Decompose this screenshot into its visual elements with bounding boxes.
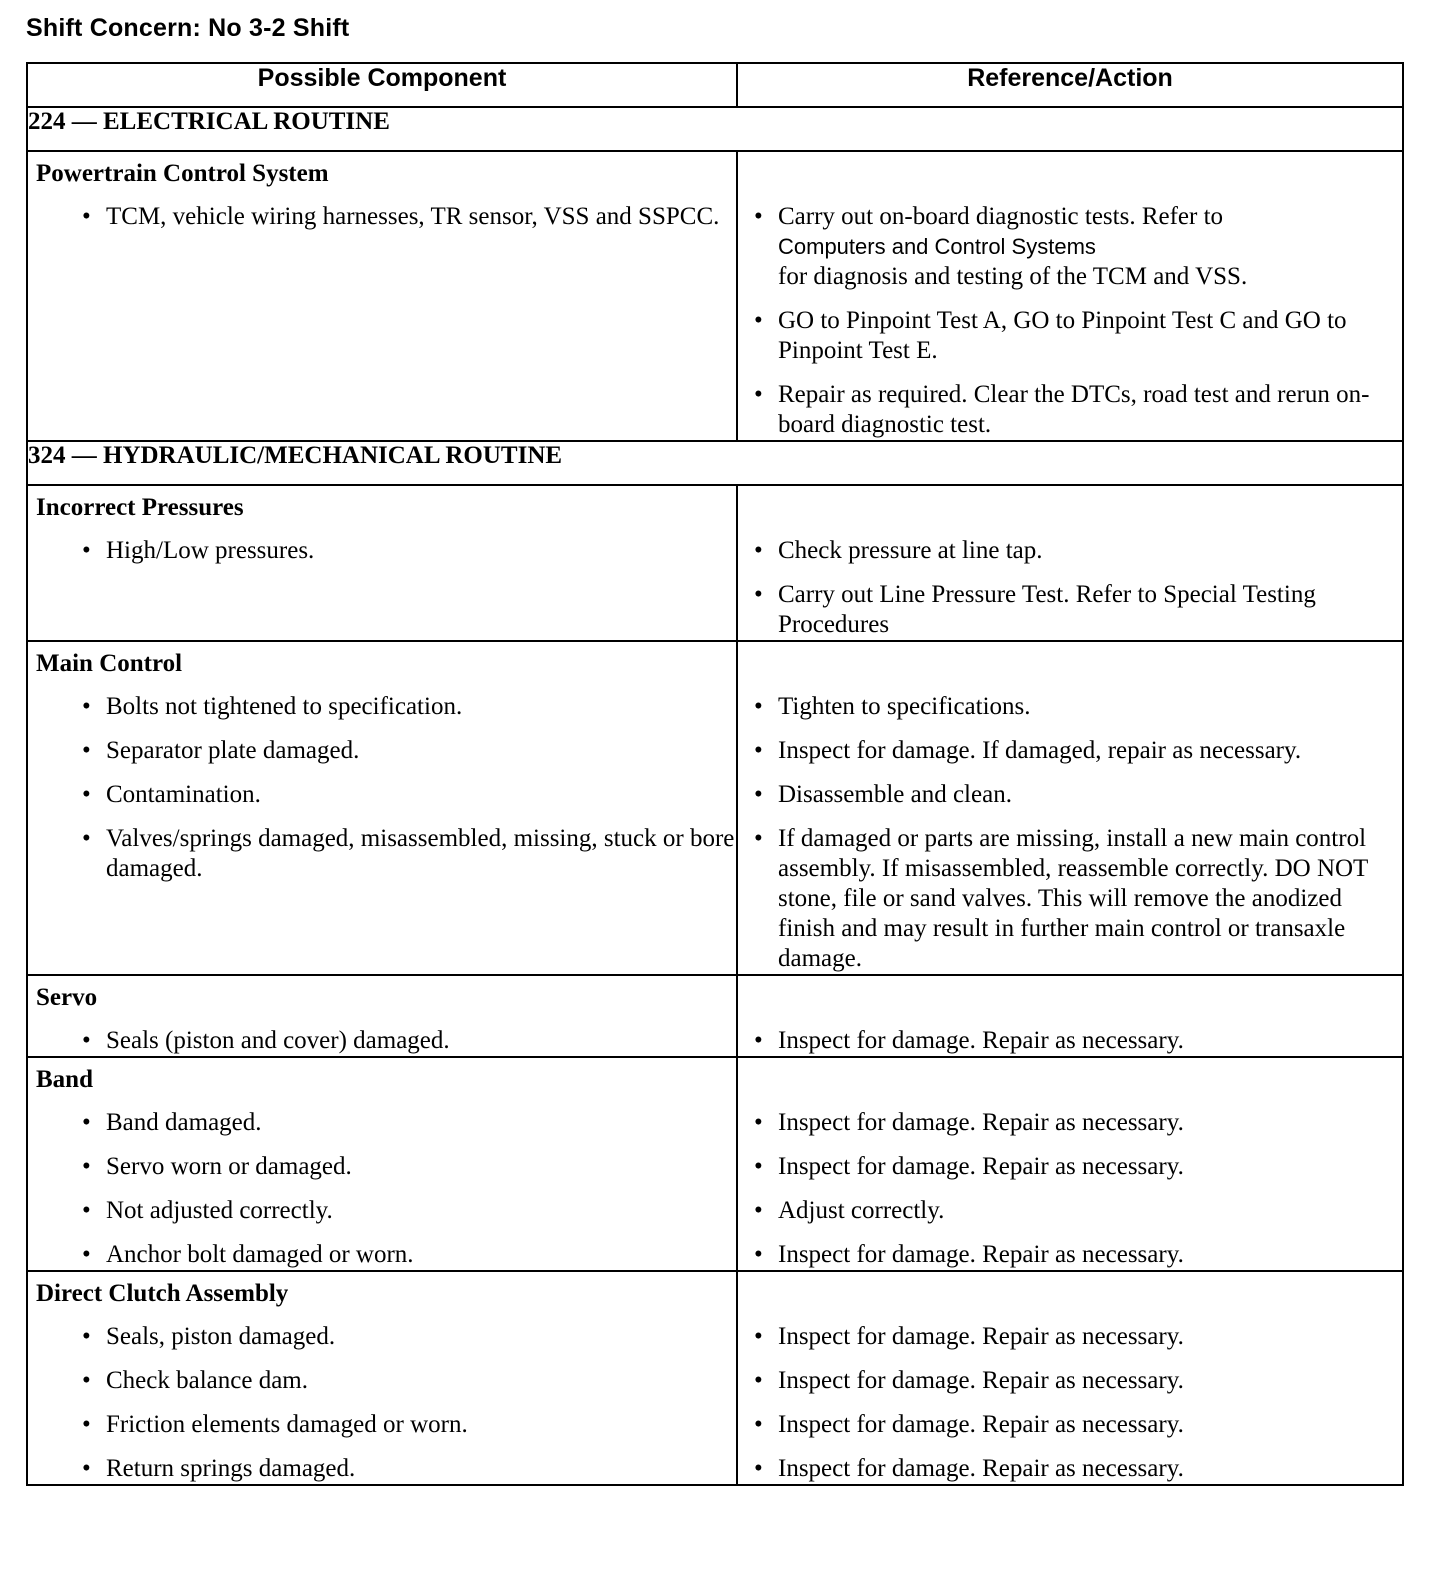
shift-concern-table: [26, 62, 1404, 1486]
bullet-icon: •: [82, 1197, 91, 1224]
bullet-icon: •: [82, 537, 91, 564]
section-direct-clutch: [27, 1271, 1403, 1485]
action-cell: [737, 641, 1403, 975]
bullet-icon: •: [82, 737, 91, 764]
bullet-icon: •: [82, 203, 91, 230]
bullet-icon: •: [754, 1153, 763, 1180]
list-item: • Inspect for damage. Repair as necessary.: [754, 1109, 1184, 1136]
bullet-icon: •: [754, 307, 763, 334]
list-item: • Seals (piston and cover) damaged.: [82, 1027, 450, 1054]
bullet-icon: •: [82, 1367, 91, 1394]
list-item: • If damaged or parts are missing, install a new main control assembly. If misassembled, reassemble correctly. DO NOT stone, file or sand valves. This will remove the anodized finish and may result in further main control or transaxle damage.: [754, 825, 1368, 972]
list-item: • Servo worn or damaged.: [82, 1153, 352, 1180]
action-cell: [737, 1057, 1403, 1271]
bullet-icon: •: [82, 1411, 91, 1438]
list-item: • Tighten to specifications.: [754, 693, 1031, 720]
section-powertrain: [27, 151, 1403, 441]
list-item: • Repair as required. Clear the DTCs, road test and rerun on-board diagnostic test.: [754, 381, 1370, 438]
component-list: [28, 536, 736, 566]
bullet-icon: •: [754, 1411, 763, 1438]
list-item: • Separator plate damaged.: [82, 737, 360, 764]
bullet-icon: •: [82, 1153, 91, 1180]
component-cell: [27, 975, 737, 1057]
list-item: • Inspect for damage. Repair as necessary.: [754, 1241, 1184, 1268]
action-list: [738, 976, 1402, 1056]
list-item: • Check balance dam.: [82, 1367, 308, 1394]
header-reference-action: Reference/Action: [737, 63, 1403, 107]
routine-row: [27, 441, 1403, 485]
component-list: [28, 202, 736, 232]
bullet-icon: •: [82, 825, 91, 852]
bullet-icon: •: [754, 537, 763, 564]
bullet-icon: •: [754, 1027, 763, 1054]
list-item: • Return springs damaged.: [82, 1455, 356, 1482]
component-list: [28, 1322, 736, 1484]
list-item: • Inspect for damage. Repair as necessary.: [754, 1153, 1184, 1180]
routine-row: [27, 107, 1403, 151]
list-item: • Disassemble and clean.: [754, 781, 1012, 808]
bullet-icon: •: [754, 1455, 763, 1482]
list-item: • Seals, piston damaged.: [82, 1323, 336, 1350]
bullet-icon: •: [754, 581, 763, 608]
list-item: • Inspect for damage. Repair as necessary.: [754, 1323, 1184, 1350]
action-cell: [737, 975, 1403, 1057]
list-item: • High/Low pressures.: [82, 537, 315, 564]
list-item: • Inspect for damage. Repair as necessary.: [754, 1027, 1184, 1054]
section-incorrect-pressures: [27, 485, 1403, 641]
action-cell: [737, 485, 1403, 641]
bullet-icon: •: [754, 737, 763, 764]
bullet-icon: •: [82, 1455, 91, 1482]
bullet-icon: •: [754, 1367, 763, 1394]
bullet-icon: •: [754, 825, 763, 852]
section-title: Servo: [36, 984, 98, 1011]
bullet-icon: •: [754, 1109, 763, 1136]
action-list: [738, 1272, 1402, 1484]
bullet-icon: •: [82, 1027, 91, 1054]
list-item: • Inspect for damage. Repair as necessary.: [754, 1411, 1184, 1438]
list-item: • Adjust correctly.: [754, 1197, 945, 1224]
action-cell: [737, 151, 1403, 441]
list-item: • Carry out on-board diagnostic tests. Refer to Computers and Control Systems for diagnosis and testing of the TCM and VSS.: [738, 202, 1402, 292]
component-list: [28, 1108, 736, 1270]
section-band: [27, 1057, 1403, 1271]
list-item: • Check pressure at line tap.: [754, 537, 1043, 564]
section-title: Band: [36, 1066, 93, 1093]
list-item: • Bolts not tightened to specification.: [82, 693, 463, 720]
bullet-icon: •: [754, 1197, 763, 1224]
list-item: • Carry out Line Pressure Test. Refer to Special Testing Procedures: [754, 581, 1316, 638]
list-item: • Inspect for damage. Repair as necessary.: [754, 1367, 1184, 1394]
section-title: Direct Clutch Assembly: [36, 1280, 289, 1307]
list-item: • TCM, vehicle wiring harnesses, TR sensor, VSS and SSPCC.: [82, 203, 720, 230]
component-cell: [27, 1271, 737, 1485]
list-item: • Contamination.: [82, 781, 261, 808]
component-cell: [27, 641, 737, 975]
bullet-icon: •: [754, 1323, 763, 1350]
routine-324: 324 — HYDRAULIC/MECHANICAL ROUTINE: [27, 441, 1403, 485]
bullet-icon: •: [754, 203, 763, 230]
bullet-icon: •: [754, 1241, 763, 1268]
list-item: • GO to Pinpoint Test A, GO to Pinpoint Test C and GO to Pinpoint Test E.: [754, 307, 1347, 364]
section-main-control: [27, 641, 1403, 975]
bullet-icon: •: [754, 693, 763, 720]
routine-224: 224 — ELECTRICAL ROUTINE: [27, 107, 1403, 151]
list-item: • Band damaged.: [82, 1109, 262, 1136]
section-title: Incorrect Pressures: [36, 494, 244, 521]
action-list: [738, 1058, 1402, 1270]
component-list: [28, 692, 736, 884]
section-servo: [27, 975, 1403, 1057]
list-item: • Valves/springs damaged, misassembled, missing, stuck or bore damaged.: [82, 825, 735, 882]
action-list: [738, 642, 1402, 974]
header-possible-component: Possible Component: [27, 63, 737, 107]
component-cell: [27, 151, 737, 441]
bullet-icon: •: [82, 1241, 91, 1268]
list-item: • Anchor bolt damaged or worn.: [82, 1241, 414, 1268]
bullet-icon: •: [82, 1323, 91, 1350]
component-cell: [27, 1057, 737, 1271]
bullet-icon: •: [82, 693, 91, 720]
header-row: [27, 63, 1403, 107]
bullet-icon: •: [82, 1109, 91, 1136]
list-item: • Inspect for damage. Repair as necessary.: [754, 1455, 1184, 1482]
action-cell: [737, 1271, 1403, 1485]
component-cell: [27, 485, 737, 641]
action-list: [738, 152, 1402, 440]
section-title: Main Control: [36, 650, 183, 677]
list-item: • Not adjusted correctly.: [82, 1197, 333, 1224]
action-list: [738, 486, 1402, 640]
reference-link-text: Computers and Control Systems: [778, 234, 1096, 259]
list-item: • Inspect for damage. If damaged, repair as necessary.: [754, 737, 1302, 764]
list-item: • Friction elements damaged or worn.: [82, 1411, 468, 1438]
bullet-icon: •: [82, 781, 91, 808]
component-list: [28, 1026, 736, 1056]
bullet-icon: •: [754, 381, 763, 408]
bullet-icon: •: [754, 781, 763, 808]
page-title: Shift Concern: No 3-2 Shift: [26, 14, 350, 42]
section-title: Powertrain Control System: [36, 160, 329, 187]
